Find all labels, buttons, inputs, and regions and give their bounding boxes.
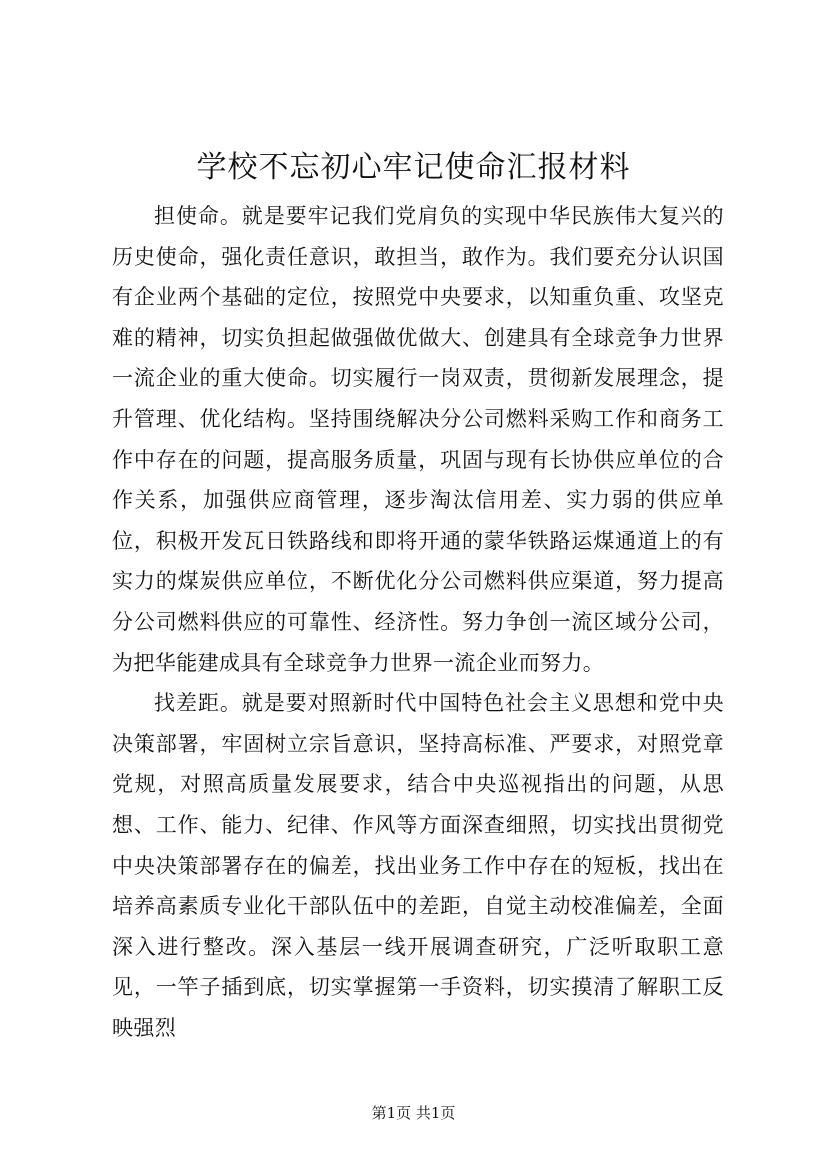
document-body xyxy=(112,196,724,1048)
document-title: 学校不忘初心牢记使命汇报材料 xyxy=(196,150,631,185)
paragraph-gap: 找差距。就是要对照新时代中国特色社会主义思想和党中央决策部署，牢固树立宗旨意识，坚持高标准、严要求，对照党章党规，对照高质量发展要求，结合中央巡视指出的问题，从思想、工作、能力、纪律、作风等方面深查细照，切实找出贯彻党中央决策部署存在的偏差，找出业务工作中存在的短板，找出在培养高素质专业化干部队伍中的差距，自觉主动校准偏差，全面深入进行整改。深入基层一线开展调查研究，广泛听取职工意见，一竿子插到底，切实掌握第一手资料，切实摸清了解职工反映强烈 xyxy=(112,691,724,1040)
paragraph-mission: 担使命。就是要牢记我们党肩负的实现中华民族伟大复兴的历史使命，强化责任意识，敢担当，敢作为。我们要充分认识国有企业两个基础的定位，按照党中央要求，以知重负重、攻坚克难的精神，切实负担起做强做优做大、创建具有全球竞争力世界一流企业的重大使命。切实履行一岗双责，贯彻新发展理念，提升管理、优化结构。坚持围绕解决分公司燃料采购工作和商务工作中存在的问题，提高服务质量，巩固与现有长协供应单位的合作关系，加强供应商管理，逐步淘汰信用差、实力弱的供应单位，积极开发瓦日铁路线和即将开通的蒙华铁路运煤通道上的有实力的煤炭供应单位，不断优化分公司燃料供应渠道，努力提高分公司燃料供应的可靠性、经济性。努力争创一流区域分公司，为把华能建成具有全球竞争力世界一流企业而努力。 xyxy=(112,204,724,675)
page-footer: 第1页 共1页 xyxy=(371,1104,456,1122)
